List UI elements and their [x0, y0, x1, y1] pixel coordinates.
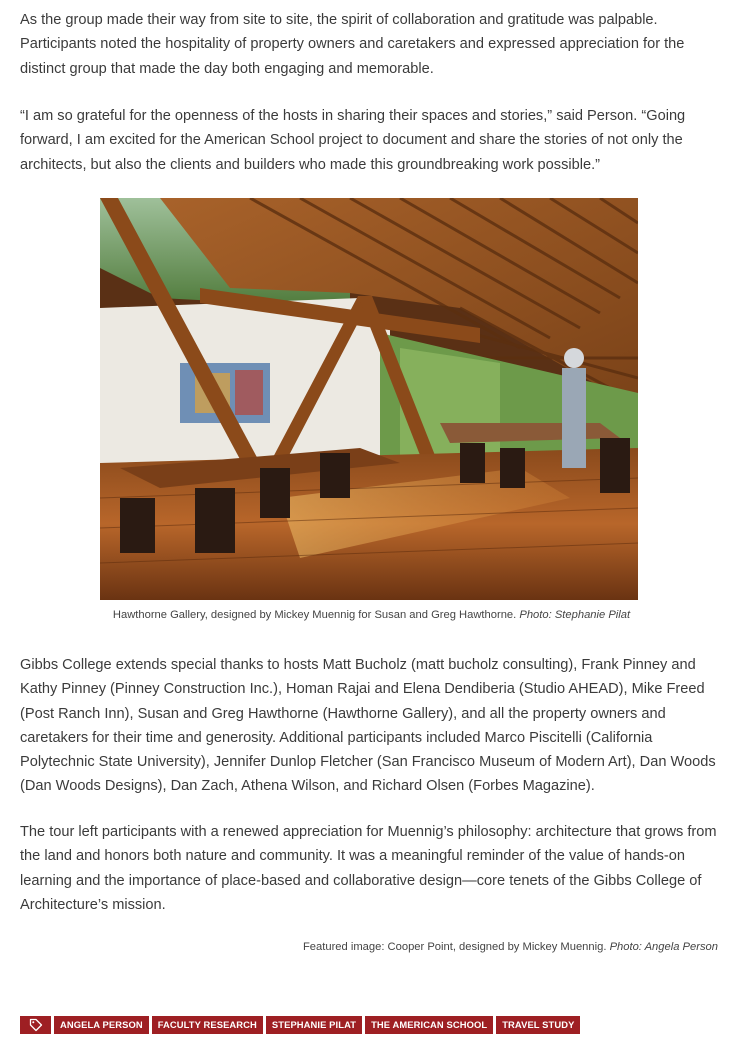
- caption-text: Hawthorne Gallery, designed by Mickey Muennig for Susan and Greg Hawthorne.: [112, 609, 517, 621]
- tag-angela-person[interactable]: ANGELA PERSON: [54, 1016, 149, 1034]
- photo-caption: [0, 609, 743, 621]
- tag-the-american-school[interactable]: THE AMERICAN SCHOOL: [365, 1016, 493, 1034]
- featured-image-text: Featured image: Cooper Point, designed by Mickey Muennig.: [302, 941, 607, 953]
- hawthorne-gallery-photo: [100, 198, 638, 600]
- featured-image-credit: [303, 941, 718, 953]
- article-paragraph: The tour left participants with a renewed appreciation for Muennig’s philosophy: architecture that grows from the land and honors both nature and community. It was a meaningful reminder of the value of hands-on learning and the importance of place-based and collaborative design—core tenets of the Gibbs College of Architecture’s mission.: [20, 824, 717, 913]
- article-paragraph: As the group made their way from site to site, the spirit of collaboration and gratitude was palpable. Participants noted the hospitality of property owners and caretakers and expressed appreciation for the distinct group that made the day both engaging and memorable.: [20, 12, 685, 77]
- gallery-photo-figure: [100, 198, 638, 600]
- featured-photo-credit: Photo: Angela Person: [609, 941, 718, 953]
- caption-photo-credit: Photo: Stephanie Pilat: [519, 609, 631, 621]
- article-quote-paragraph: “I am so grateful for the openness of the hosts in sharing their spaces and stories,” said Person. “Going forward, I am excited for the American School project to document and share the stories of not only the architects, but also the clients and builders who made this groundbreaking work possible.”: [20, 108, 686, 173]
- tag-list: [20, 1016, 580, 1034]
- tag-travel-study[interactable]: TRAVEL STUDY: [496, 1016, 580, 1034]
- tag-icon: [20, 1016, 51, 1034]
- tag-faculty-research[interactable]: FACULTY RESEARCH: [152, 1016, 263, 1034]
- tag-stephanie-pilat[interactable]: STEPHANIE PILAT: [266, 1016, 362, 1034]
- article-paragraph: Gibbs College extends special thanks to hosts Matt Bucholz (matt bucholz consulting), Frank Pinney and Kathy Pinney (Pinney Construction Inc.), Homan Rajai and Elena Dendiberia (Studio AHEAD), Mike Freed (Post Ranch Inn), Susan and Greg Hawthorne (Hawthorne Gallery), and all the property owners and caretakers for their time and generosity. Additional participants included Marco Piscitelli (California Polytechnic State University), Jennifer Dunlop Fletcher (San Francisco Museum of Modern Art), Dan Woods (Dan Woods Designs), Dan Zach, Athena Wilson, and Richard Olsen (Forbes Magazine).: [20, 657, 716, 795]
